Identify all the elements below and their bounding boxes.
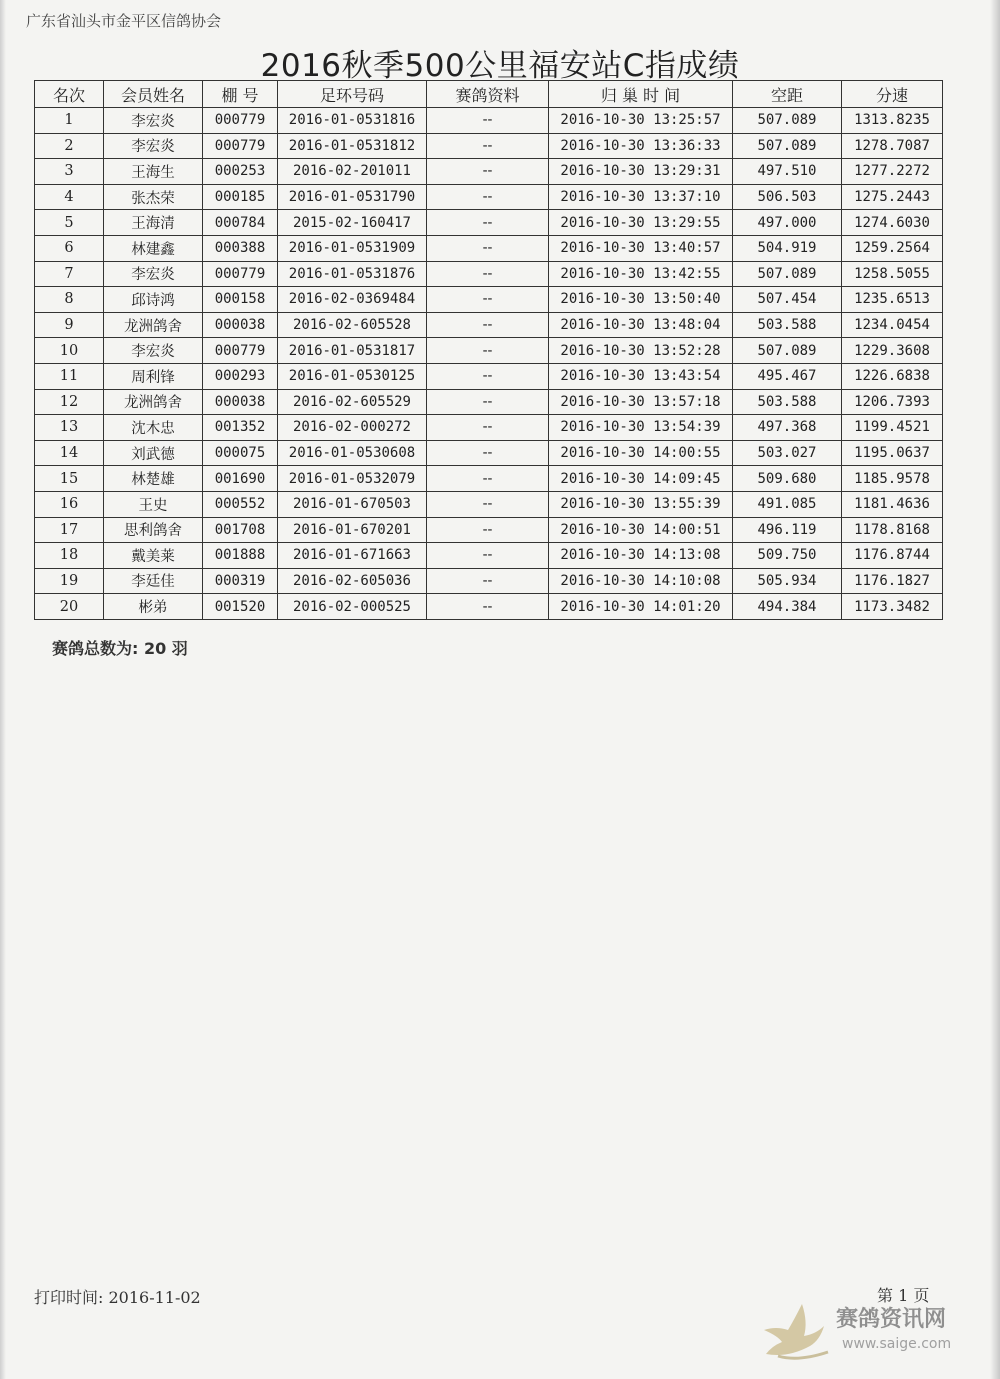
- cell-distance: 509.750: [733, 543, 842, 569]
- cell-speed: 1235.6513: [842, 287, 943, 313]
- col-header-distance: 空距: [733, 81, 842, 108]
- cell-arrival-time: 2016-10-30 13:36:33: [549, 133, 733, 159]
- cell-distance: 507.089: [733, 108, 842, 134]
- pigeon-logo-icon: [758, 1296, 838, 1366]
- cell-member-name: 龙洲鸽舍: [104, 312, 203, 338]
- cell-arrival-time: 2016-10-30 13:57:18: [549, 389, 733, 415]
- table-row: [35, 338, 943, 364]
- cell-speed: 1195.0637: [842, 440, 943, 466]
- cell-arrival-time: 2016-10-30 14:09:45: [549, 466, 733, 492]
- cell-speed: 1234.0454: [842, 312, 943, 338]
- cell-loft-number: 000552: [203, 491, 278, 517]
- cell-ring-number: 2016-02-605528: [278, 312, 427, 338]
- cell-distance: 503.027: [733, 440, 842, 466]
- cell-pigeon-info: --: [427, 159, 549, 185]
- cell-speed: 1274.6030: [842, 210, 943, 236]
- cell-member-name: 林楚雄: [104, 466, 203, 492]
- cell-distance: 506.503: [733, 184, 842, 210]
- table-row: [35, 543, 943, 569]
- table-row: [35, 235, 943, 261]
- table-row: [35, 491, 943, 517]
- cell-arrival-time: 2016-10-30 13:42:55: [549, 261, 733, 287]
- total-pigeons: 赛鸽总数为: 20 羽: [52, 639, 188, 658]
- cell-pigeon-info: --: [427, 466, 549, 492]
- col-header-arrival-time: 归 巢 时 间: [549, 81, 733, 108]
- cell-ring-number: 2016-01-0531812: [278, 133, 427, 159]
- cell-ring-number: 2016-01-670503: [278, 491, 427, 517]
- cell-ring-number: 2016-01-670201: [278, 517, 427, 543]
- cell-rank: 8: [35, 287, 104, 313]
- cell-distance: 504.919: [733, 235, 842, 261]
- cell-ring-number: 2016-01-0531909: [278, 235, 427, 261]
- cell-distance: 509.680: [733, 466, 842, 492]
- cell-pigeon-info: --: [427, 338, 549, 364]
- cell-pigeon-info: --: [427, 287, 549, 313]
- cell-distance: 497.510: [733, 159, 842, 185]
- scan-edge-right: [990, 0, 1000, 1379]
- cell-speed: 1185.9578: [842, 466, 943, 492]
- cell-speed: 1206.7393: [842, 389, 943, 415]
- cell-speed: 1176.1827: [842, 568, 943, 594]
- cell-arrival-time: 2016-10-30 13:50:40: [549, 287, 733, 313]
- cell-rank: 13: [35, 415, 104, 441]
- cell-speed: 1173.3482: [842, 594, 943, 620]
- cell-loft-number: 000784: [203, 210, 278, 236]
- cell-arrival-time: 2016-10-30 13:43:54: [549, 363, 733, 389]
- cell-pigeon-info: --: [427, 312, 549, 338]
- cell-distance: 507.089: [733, 261, 842, 287]
- table-row: [35, 210, 943, 236]
- table-row: [35, 440, 943, 466]
- cell-ring-number: 2016-01-671663: [278, 543, 427, 569]
- cell-rank: 12: [35, 389, 104, 415]
- cell-pigeon-info: --: [427, 363, 549, 389]
- cell-ring-number: 2016-01-0530608: [278, 440, 427, 466]
- cell-speed: 1259.2564: [842, 235, 943, 261]
- cell-pigeon-info: --: [427, 261, 549, 287]
- cell-member-name: 李宏炎: [104, 133, 203, 159]
- cell-speed: 1226.6838: [842, 363, 943, 389]
- cell-pigeon-info: --: [427, 210, 549, 236]
- print-time: 打印时间: 2016-11-02: [34, 1288, 201, 1307]
- cell-member-name: 李宏炎: [104, 108, 203, 134]
- cell-member-name: 沈木忠: [104, 415, 203, 441]
- cell-arrival-time: 2016-10-30 14:10:08: [549, 568, 733, 594]
- table-row: [35, 568, 943, 594]
- cell-loft-number: 001520: [203, 594, 278, 620]
- cell-arrival-time: 2016-10-30 13:29:55: [549, 210, 733, 236]
- cell-rank: 9: [35, 312, 104, 338]
- cell-ring-number: 2016-02-000272: [278, 415, 427, 441]
- cell-pigeon-info: --: [427, 440, 549, 466]
- col-header-rank: 名次: [35, 81, 104, 108]
- cell-loft-number: 000779: [203, 338, 278, 364]
- table-row: [35, 415, 943, 441]
- cell-member-name: 彬弟: [104, 594, 203, 620]
- cell-ring-number: 2016-01-0532079: [278, 466, 427, 492]
- table-row: [35, 466, 943, 492]
- cell-speed: 1258.5055: [842, 261, 943, 287]
- scan-edge-left: [0, 0, 6, 1379]
- cell-arrival-time: 2016-10-30 14:00:51: [549, 517, 733, 543]
- cell-member-name: 林建鑫: [104, 235, 203, 261]
- cell-rank: 17: [35, 517, 104, 543]
- table-body: [35, 108, 943, 620]
- cell-distance: 491.085: [733, 491, 842, 517]
- watermark-url: www.saige.com: [842, 1336, 952, 1352]
- cell-rank: 1: [35, 108, 104, 134]
- cell-rank: 18: [35, 543, 104, 569]
- cell-ring-number: 2016-01-0531816: [278, 108, 427, 134]
- cell-arrival-time: 2016-10-30 13:40:57: [549, 235, 733, 261]
- cell-arrival-time: 2016-10-30 14:01:20: [549, 594, 733, 620]
- cell-ring-number: 2016-01-0531876: [278, 261, 427, 287]
- cell-rank: 14: [35, 440, 104, 466]
- cell-speed: 1229.3608: [842, 338, 943, 364]
- cell-distance: 507.454: [733, 287, 842, 313]
- cell-ring-number: 2016-02-000525: [278, 594, 427, 620]
- cell-ring-number: 2015-02-160417: [278, 210, 427, 236]
- cell-loft-number: 000253: [203, 159, 278, 185]
- cell-pigeon-info: --: [427, 133, 549, 159]
- table-row: [35, 312, 943, 338]
- cell-rank: 20: [35, 594, 104, 620]
- cell-loft-number: 000185: [203, 184, 278, 210]
- cell-loft-number: 000779: [203, 261, 278, 287]
- cell-rank: 7: [35, 261, 104, 287]
- cell-speed: 1278.7087: [842, 133, 943, 159]
- col-header-speed: 分速: [842, 81, 943, 108]
- cell-rank: 11: [35, 363, 104, 389]
- cell-member-name: 周利锋: [104, 363, 203, 389]
- cell-arrival-time: 2016-10-30 13:25:57: [549, 108, 733, 134]
- cell-speed: 1277.2272: [842, 159, 943, 185]
- cell-arrival-time: 2016-10-30 13:37:10: [549, 184, 733, 210]
- page-number: 第 1 页: [877, 1286, 930, 1305]
- cell-arrival-time: 2016-10-30 13:29:31: [549, 159, 733, 185]
- cell-rank: 10: [35, 338, 104, 364]
- cell-pigeon-info: --: [427, 108, 549, 134]
- cell-member-name: 思利鸽舍: [104, 517, 203, 543]
- cell-distance: 507.089: [733, 338, 842, 364]
- cell-ring-number: 2016-01-0531817: [278, 338, 427, 364]
- cell-pigeon-info: --: [427, 568, 549, 594]
- cell-loft-number: 000158: [203, 287, 278, 313]
- results-table: [34, 80, 943, 620]
- cell-pigeon-info: --: [427, 517, 549, 543]
- cell-loft-number: 001690: [203, 466, 278, 492]
- cell-speed: 1178.8168: [842, 517, 943, 543]
- cell-rank: 6: [35, 235, 104, 261]
- cell-speed: 1199.4521: [842, 415, 943, 441]
- table-row: [35, 594, 943, 620]
- cell-arrival-time: 2016-10-30 14:13:08: [549, 543, 733, 569]
- cell-loft-number: 001708: [203, 517, 278, 543]
- cell-member-name: 戴美莱: [104, 543, 203, 569]
- table-row: [35, 133, 943, 159]
- col-header-pigeon-info: 赛鸽资料: [427, 81, 549, 108]
- col-header-ring-number: 足环号码: [278, 81, 427, 108]
- cell-distance: 497.368: [733, 415, 842, 441]
- cell-loft-number: 000319: [203, 568, 278, 594]
- cell-speed: 1176.8744: [842, 543, 943, 569]
- cell-arrival-time: 2016-10-30 13:55:39: [549, 491, 733, 517]
- cell-pigeon-info: --: [427, 415, 549, 441]
- cell-arrival-time: 2016-10-30 13:54:39: [549, 415, 733, 441]
- cell-loft-number: 000293: [203, 363, 278, 389]
- cell-pigeon-info: --: [427, 594, 549, 620]
- table-row: [35, 261, 943, 287]
- cell-ring-number: 2016-01-0530125: [278, 363, 427, 389]
- table-row: [35, 363, 943, 389]
- cell-speed: 1313.8235: [842, 108, 943, 134]
- cell-ring-number: 2016-02-605529: [278, 389, 427, 415]
- cell-arrival-time: 2016-10-30 13:48:04: [549, 312, 733, 338]
- cell-distance: 503.588: [733, 389, 842, 415]
- cell-member-name: 李廷佳: [104, 568, 203, 594]
- cell-rank: 4: [35, 184, 104, 210]
- cell-loft-number: 000779: [203, 133, 278, 159]
- cell-distance: 495.467: [733, 363, 842, 389]
- cell-distance: 494.384: [733, 594, 842, 620]
- cell-arrival-time: 2016-10-30 13:52:28: [549, 338, 733, 364]
- site-watermark: [758, 1296, 968, 1366]
- cell-rank: 15: [35, 466, 104, 492]
- cell-loft-number: 000038: [203, 312, 278, 338]
- cell-ring-number: 2016-02-605036: [278, 568, 427, 594]
- table-row: [35, 287, 943, 313]
- cell-distance: 497.000: [733, 210, 842, 236]
- cell-speed: 1275.2443: [842, 184, 943, 210]
- cell-pigeon-info: --: [427, 184, 549, 210]
- cell-distance: 496.119: [733, 517, 842, 543]
- cell-member-name: 张杰荣: [104, 184, 203, 210]
- cell-rank: 5: [35, 210, 104, 236]
- table-row: [35, 184, 943, 210]
- cell-rank: 3: [35, 159, 104, 185]
- watermark-site-name: 赛鸽资讯网: [836, 1307, 947, 1332]
- cell-rank: 16: [35, 491, 104, 517]
- cell-ring-number: 2016-01-0531790: [278, 184, 427, 210]
- cell-member-name: 王海清: [104, 210, 203, 236]
- cell-member-name: 龙洲鸽舍: [104, 389, 203, 415]
- cell-ring-number: 2016-02-201011: [278, 159, 427, 185]
- cell-member-name: 王海生: [104, 159, 203, 185]
- cell-pigeon-info: --: [427, 389, 549, 415]
- cell-arrival-time: 2016-10-30 14:00:55: [549, 440, 733, 466]
- cell-pigeon-info: --: [427, 543, 549, 569]
- cell-member-name: 李宏炎: [104, 338, 203, 364]
- cell-distance: 503.588: [733, 312, 842, 338]
- organization-name: 广东省汕头市金平区信鸽协会: [26, 12, 222, 30]
- cell-pigeon-info: --: [427, 235, 549, 261]
- cell-member-name: 李宏炎: [104, 261, 203, 287]
- cell-speed: 1181.4636: [842, 491, 943, 517]
- cell-loft-number: 000038: [203, 389, 278, 415]
- table-row: [35, 517, 943, 543]
- col-header-member-name: 会员姓名: [104, 81, 203, 108]
- cell-member-name: 刘武德: [104, 440, 203, 466]
- cell-pigeon-info: --: [427, 491, 549, 517]
- cell-loft-number: 001352: [203, 415, 278, 441]
- table-row: [35, 389, 943, 415]
- cell-rank: 19: [35, 568, 104, 594]
- cell-loft-number: 000779: [203, 108, 278, 134]
- page-title: 2016秋季500公里福安站C指成绩: [260, 48, 740, 84]
- table-row: [35, 108, 943, 134]
- cell-loft-number: 001888: [203, 543, 278, 569]
- cell-loft-number: 000388: [203, 235, 278, 261]
- table-row: [35, 159, 943, 185]
- cell-ring-number: 2016-02-0369484: [278, 287, 427, 313]
- cell-loft-number: 000075: [203, 440, 278, 466]
- cell-distance: 505.934: [733, 568, 842, 594]
- col-header-loft-number: 棚 号: [203, 81, 278, 108]
- cell-rank: 2: [35, 133, 104, 159]
- cell-member-name: 王史: [104, 491, 203, 517]
- table-header-row: [35, 81, 943, 108]
- cell-distance: 507.089: [733, 133, 842, 159]
- cell-member-name: 邱诗鸿: [104, 287, 203, 313]
